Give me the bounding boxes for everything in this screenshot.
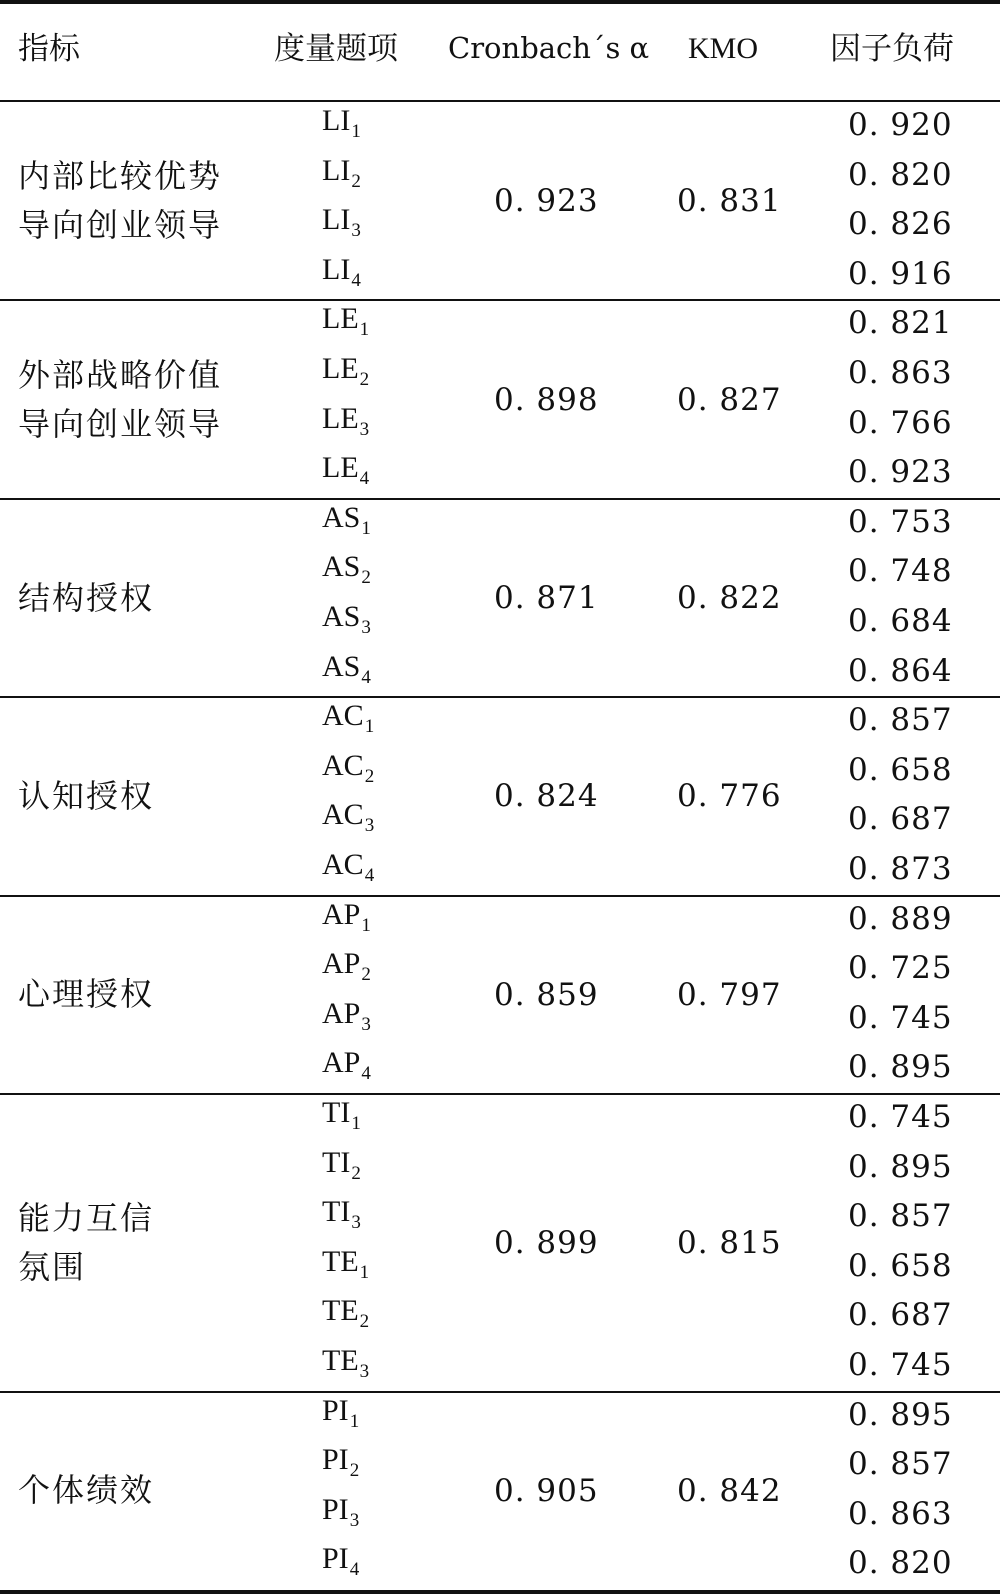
item-code: AS: [322, 550, 361, 584]
factor-loading-value: 0. 820: [848, 1545, 953, 1582]
item-index: 2: [364, 765, 375, 787]
item-index: 4: [349, 1559, 360, 1581]
item-code: AP: [322, 1046, 361, 1080]
factor-loading-value: 0. 916: [848, 255, 953, 292]
kmo-value: 0. 822: [677, 580, 782, 616]
measure-item: [322, 600, 371, 638]
item-index: 3: [349, 1509, 360, 1531]
item-index: 3: [361, 1013, 371, 1035]
measure-item: [322, 699, 375, 738]
factor-loading-value: 0. 895: [848, 1396, 953, 1433]
item-index: 3: [359, 1361, 370, 1382]
item-code: LE: [322, 302, 359, 336]
item-code: TE: [322, 1244, 359, 1278]
measure-item: [322, 947, 371, 986]
factor-loading-value: 0. 920: [848, 107, 953, 143]
cronbach-alpha-value: 0. 923: [494, 183, 599, 220]
factor-loading-value: 0. 857: [848, 1198, 953, 1235]
item-index: 3: [359, 418, 370, 440]
measure-item: [322, 1096, 361, 1134]
item-code: PI: [322, 1542, 349, 1576]
factor-loading-value: 0. 821: [848, 305, 953, 342]
item-code: TI: [322, 1195, 351, 1229]
measure-item: [322, 352, 370, 390]
factor-loading-value: 0. 745: [848, 1099, 953, 1135]
item-code: AP: [322, 947, 361, 981]
indicator-line: 个体绩效: [18, 1471, 155, 1510]
item-index: 2: [361, 567, 371, 589]
item-code: AS: [322, 500, 361, 534]
item-index: 1: [351, 121, 361, 142]
measure-item: [322, 1195, 361, 1234]
factor-loading-value: 0. 826: [848, 206, 953, 243]
group-rule: [0, 498, 1000, 500]
measure-item: [322, 897, 371, 936]
factor-loading-value: 0. 745: [848, 999, 953, 1036]
kmo-value: 0. 776: [677, 778, 782, 815]
kmo-value: 0. 831: [677, 183, 782, 220]
item-index: 3: [351, 220, 361, 242]
item-code: LE: [322, 401, 359, 435]
group-indicator: [18, 574, 154, 623]
measure-item: [322, 153, 361, 192]
item-index: 1: [351, 1113, 361, 1134]
cronbach-alpha-value: 0. 824: [494, 778, 599, 815]
item-index: 2: [351, 170, 361, 192]
indicator-line: 心理授权: [18, 975, 155, 1014]
measure-item: [322, 451, 370, 490]
measure-item: [322, 252, 361, 291]
group-rule: [0, 1391, 1000, 1393]
item-index: 3: [351, 1212, 361, 1234]
measure-item: [322, 1443, 360, 1482]
item-index: 4: [351, 269, 361, 291]
item-code: TI: [322, 1145, 351, 1179]
item-index: 4: [364, 865, 375, 886]
cronbach-alpha-value: 0. 905: [494, 1472, 599, 1509]
measure-item: [322, 1244, 370, 1283]
factor-loading-value: 0. 857: [848, 1446, 953, 1483]
item-index: 1: [364, 716, 375, 738]
measure-item: [322, 401, 370, 440]
item-index: 3: [364, 815, 375, 837]
measure-item: [322, 848, 375, 886]
item-code: PI: [322, 1492, 349, 1526]
kmo-value: 0. 797: [677, 976, 782, 1013]
header-loading: 因子负荷: [830, 31, 954, 67]
item-index: 4: [361, 1063, 371, 1085]
item-code: LE: [322, 451, 359, 485]
indicator-line: 外部战略价值: [18, 355, 223, 394]
cronbach-alpha-value: 0. 898: [494, 381, 599, 418]
factor-loading-value: 0. 766: [848, 404, 953, 441]
factor-loading-value: 0. 857: [848, 702, 953, 739]
factor-loading-value: 0. 684: [848, 603, 953, 639]
item-code: AC: [322, 699, 364, 733]
kmo-value: 0. 842: [677, 1472, 782, 1509]
item-index: 2: [361, 964, 371, 986]
measure-item: [322, 1542, 360, 1581]
item-code: AC: [322, 748, 364, 782]
factor-loading-value: 0. 820: [848, 156, 953, 193]
factor-loading-value: 0. 753: [848, 503, 953, 540]
measure-item: [322, 302, 370, 341]
item-code: TE: [322, 1344, 359, 1377]
item-code: AC: [322, 848, 364, 881]
item-code: AS: [322, 600, 361, 633]
factor-loading-value: 0. 745: [848, 1347, 953, 1383]
item-index: 4: [359, 468, 370, 490]
measure-item: [322, 649, 371, 688]
item-code: LI: [322, 203, 351, 237]
measure-item: [322, 500, 371, 539]
indicator-line: 导向创业领导: [18, 404, 223, 443]
item-code: TE: [322, 1294, 359, 1328]
item-code: AP: [322, 897, 361, 931]
item-code: PI: [322, 1393, 349, 1427]
header-rule: [0, 100, 1000, 102]
item-code: PI: [322, 1443, 349, 1477]
factor-loading-value: 0. 863: [848, 355, 953, 391]
factor-loading-value: 0. 725: [848, 950, 953, 987]
factor-loading-value: 0. 658: [848, 1247, 953, 1284]
group-indicator: [18, 351, 222, 449]
measure-item: [322, 1492, 360, 1531]
group-indicator: [18, 1466, 154, 1515]
group-rule: [0, 895, 1000, 897]
item-code: AS: [322, 649, 361, 683]
factor-loading-value: 0. 687: [848, 1297, 953, 1334]
factor-loading-value: 0. 863: [848, 1495, 953, 1532]
measure-item: [322, 1344, 370, 1382]
kmo-value: 0. 827: [677, 381, 782, 418]
item-code: LE: [322, 352, 359, 385]
indicator-line: 结构授权: [18, 578, 155, 617]
group-rule: [0, 299, 1000, 301]
factor-loading-value: 0. 923: [848, 454, 953, 491]
factor-loading-value: 0. 687: [848, 801, 953, 838]
item-code: AP: [322, 996, 361, 1030]
factor-loading-value: 0. 895: [848, 1049, 953, 1086]
factor-loading-value: 0. 873: [848, 851, 953, 887]
item-index: 3: [361, 617, 371, 638]
group-indicator: [18, 970, 154, 1019]
cronbach-alpha-value: 0. 871: [494, 580, 599, 616]
item-code: LI: [322, 153, 351, 187]
group-rule: [0, 1093, 1000, 1095]
item-code: LI: [322, 104, 351, 137]
group-indicator: [18, 772, 154, 821]
item-index: 2: [359, 1311, 370, 1333]
item-index: 1: [359, 319, 370, 341]
measure-item: [322, 203, 361, 242]
item-index: 2: [351, 1162, 361, 1184]
indicator-line: 氛围: [18, 1247, 87, 1286]
measure-item: [322, 1393, 360, 1432]
top-rule: [0, 0, 1000, 4]
factor-loading-value: 0. 864: [848, 652, 953, 689]
bottom-rule: [0, 1590, 1000, 1594]
measure-item: [322, 996, 371, 1035]
header-alpha: Cronbach´s α: [448, 31, 650, 65]
indicator-line: 导向创业领导: [18, 206, 223, 245]
measure-item: [322, 798, 375, 837]
item-code: TI: [322, 1096, 351, 1129]
cronbach-alpha-value: 0. 859: [494, 976, 599, 1013]
measure-item: [322, 1046, 371, 1085]
measure-item: [322, 748, 375, 787]
factor-loading-value: 0. 658: [848, 751, 953, 788]
kmo-value: 0. 815: [677, 1224, 782, 1261]
header-indicator: 指标: [18, 31, 80, 67]
factor-loading-value: 0. 889: [848, 900, 953, 937]
group-indicator: [18, 152, 222, 250]
measure-item: [322, 550, 371, 589]
group-rule: [0, 696, 1000, 698]
item-index: 2: [359, 369, 370, 390]
measure-item: [322, 1145, 361, 1184]
item-index: 1: [349, 1410, 360, 1432]
group-indicator: [18, 1194, 154, 1292]
factor-loading-value: 0. 895: [848, 1148, 953, 1185]
header-items: 度量题项: [274, 31, 398, 67]
indicator-line: 能力互信: [18, 1198, 155, 1237]
indicator-line: 内部比较优势: [18, 157, 223, 196]
item-index: 1: [361, 517, 371, 539]
measure-item: [322, 104, 361, 142]
item-index: 4: [361, 666, 371, 688]
item-code: LI: [322, 252, 351, 286]
item-index: 2: [349, 1460, 360, 1482]
indicator-line: 认知授权: [18, 776, 155, 815]
item-index: 1: [359, 1261, 370, 1283]
item-code: AC: [322, 798, 364, 832]
cronbach-alpha-value: 0. 899: [494, 1224, 599, 1261]
header-kmo: KMO: [688, 32, 759, 65]
factor-loading-value: 0. 748: [848, 553, 953, 590]
item-index: 1: [361, 914, 371, 936]
measure-item: [322, 1294, 370, 1333]
